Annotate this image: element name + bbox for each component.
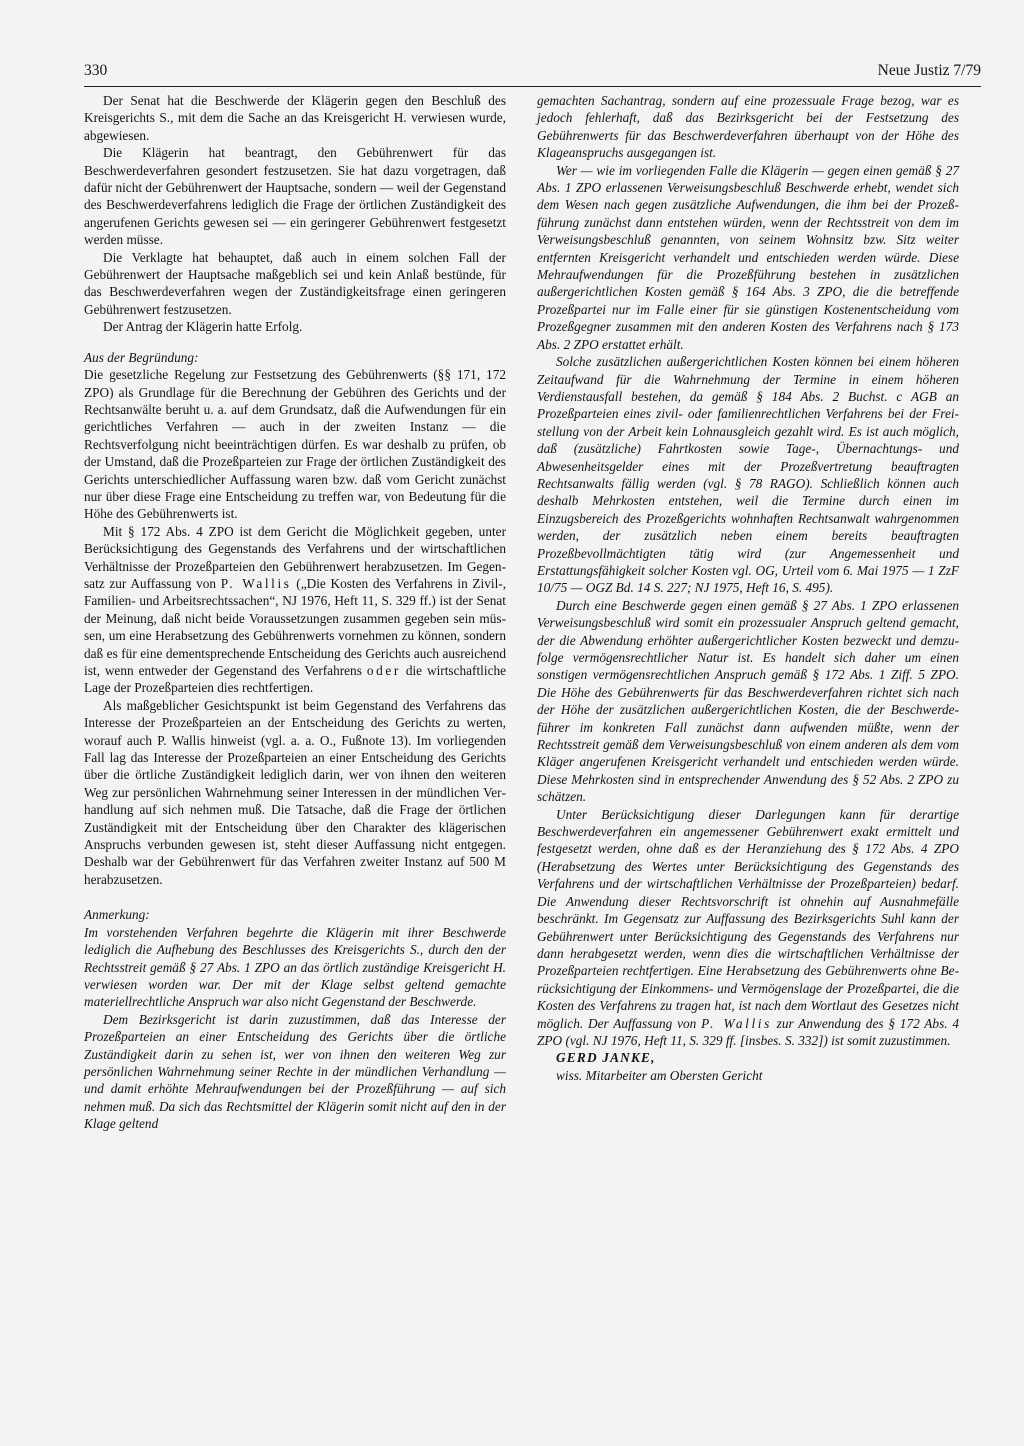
paragraph: Die Klägerin hat beantragt, den Gebührenwert für das Beschwerdeverfahren gesondert festzusetzen. Sie hat dazu vorgetragen, daß dafür nicht der Gebührenwert der Hauptsache, sondern — weil der Gegenstand des Beschwerdeverfahrens lediglich die Frage der örtlichen Zuständigkeit des angerufenen Gerichts gewesen sei — ein geringerer Gebührenwert festgesetzt werden müsse.: [84, 145, 506, 248]
note-paragraph: Durch eine Beschwerde gegen einen gemäß § 27 Abs. 1 ZPO erlassenen Verweisungsbeschluß wird somit ein prozessualer Anspruch geltend gemacht, der die Abwendung erhöhter außergerichtlicher Kosten bezweckt und demzufolge vermögensrechtlicher Natur ist. Es handelt sich daher um einen sonstigen vermögensrechtlichen Anspruch gemäß § 172 Abs. 1 Ziff. 5 ZPO. Die Höhe des Gebührenwerts für das Beschwerdeverfahren richtet sich nach der Höhe der zusätzlichen außergerichtlichen Kosten, die der Beschwerdeführer im konkreten Fall zunächst dann aufwenden müßte, wenn der Rechtsstreit gemäß dem Verweisungsbeschluß von einem anderen als dem vom Kläger angerufenen Kreisgericht verhandelt und entschieden werden würde. Diese Mehrkosten sind in entsprechender Anwendung des § 52 Abs. 2 ZPO zu schätzen.: [537, 597, 959, 805]
emphasis: oder: [366, 663, 401, 678]
text: („Die Kosten des Verfahrens in Zivil-, Familien- und Arbeitsrechtssachen“, NJ 1976, Heft 11, S. 329 ff.) ist der Senat der Meinung, daß nicht beide Voraussetzungen zusammen gegeben sein müssen, um eine Herabsetzung des Gebührenwerts vornehmen zu können, sondern daß es für eine dementsprechende Entscheidung des Gerichts auch ausreichend ist, wenn entweder der Gegenstand des Verfahrens: [84, 575, 507, 678]
section-heading-reasons: Aus der Begründung:: [84, 349, 199, 365]
journal-title: Neue Justiz 7/79: [877, 62, 981, 79]
paragraph: Der Antrag der Klägerin hatte Erfolg.: [103, 319, 303, 335]
author-name: P. Wallis: [220, 575, 292, 591]
note-paragraph: Wer — wie im vorliegenden Falle die Klägerin — gegen einen gemäß § 27 Abs. 1 ZPO erlassenen Verweisungsbeschluß Beschwerde erhebt, wendet sich dem Wesen nach gegen zusätzliche Aufwendungen, die ihm bei der Prozeßführung zunächst dann entstehen würden, wenn der Rechtsstreit von dem im Verweisungsbeschluß genannten, von seinem Wohnsitz bzw. Sitz weiter entfernten Kreisgericht verhandelt und entschieden werden würde. Diese Mehraufwendungen für die Prozeßführung bestehen in zusätzlichen außergerichtlichen Kosten gemäß § 164 Abs. 3 ZPO, die die betreffende Prozeßpartei nur im Falle einer für sie günstigen Kostenentscheidung vom Prozeßgegner zusammen mit den anderen Kosten des Verfahrens nach § 173 Abs. 2 ZPO erstattet erhält.: [537, 162, 959, 352]
author-signature-role: wiss. Mitarbeiter am Obersten Gericht: [556, 1067, 763, 1083]
section-heading-note: Anmerkung:: [84, 907, 150, 923]
author-signature-name: GERD JANKE,: [556, 1050, 656, 1066]
right-column: [537, 92, 959, 1084]
note-paragraph: Dem Bezirksgericht ist darin zuzustimmen, daß das Interesse der Prozeßparteien an einer Entscheidung des Gerichts über die örtliche Zuständigkeit darin zu sehen ist, wer von ihnen den weiteren Weg zur persönlichen Wahrnehmung seiner Rechte in der mündlichen Verhandlung — und damit erhöhte Mehraufwendungen bei der Prozeßführung — auf sich nehmen muß. Da sich das Rechtsmittel der Klägerin somit nicht auf den in der Klage geltend: [84, 1011, 506, 1132]
note-paragraph: Solche zusätzlichen außergerichtlichen Kosten können bei einem höheren Zeitaufwand für die Wahrnehmung der Termine in einem höheren Verdienstausfall bestehen, da gemäß § 184 Abs. 2 Buchst. c AGB an Prozeßparteien eines zivil- oder familienrechtlichen Verfahrens bei der Freistellung von der Arbeit kein Lohnausgleich gezahlt wird. Es ist auch möglich, daß (zusätzliche) Fahrtkosten sowie Tage-, Übernachtungs- und Abwesenheitsgelder eines mit der Prozeßvertretung beauftragten Rechtsanwalts fällig werden (vgl. § 78 RAGO). Schließlich können auch deshalb Mehrkosten entstehen, weil die Termine durch einen im Einzugsbereich des Prozeßgerichts wohnhaften Rechtsanwalt wahrgenommen werden, der zusätzlich neben einem bereits beauftragten Prozeßbevollmächtigten tätig wird (zur Angemessenheit und Erstattungsfähigkeit solcher Kosten vgl. OG, Urteil vom 6. Mai 1975 — 1 ZzF 10/75 — OGZ Bd. 14 S. 227; NJ 1975, Heft 16, S. 495).: [537, 354, 959, 596]
paragraph: Der Senat hat die Beschwerde der Klägerin gegen den Beschluß des Kreisgerichts S., mit dem die Sache an das Kreisgericht H. verwiesen wurde, abgewiesen.: [84, 93, 506, 143]
page-header: [84, 62, 981, 87]
note-paragraph: Im vorstehenden Verfahren begehrte die Klägerin mit ihrer Beschwerde lediglich die Aufhebung des Beschlusses des Kreisgerichts S., durch den der Rechtsstreit gemäß § 27 Abs. 1 ZPO an das örtlich zuständige Kreisgericht H. verwiesen worden war. Der mit der Klage selbst geltend gemachte materiellrechtliche Anspruch war also nicht Gegenstand der Beschwerde.: [84, 924, 506, 1010]
left-column: [84, 92, 506, 1133]
page-number: 330: [84, 62, 108, 79]
paragraph: Als maßgeblicher Gesichtspunkt ist beim Gegenstand des Verfahrens das Interesse der Prozeßparteien an der Entscheidung des Gerichts zu werten, worauf auch P. Wallis hinweist (vgl. a. a. O., Fußnote 13). Im vorliegenden Fall lag das Interesse der Prozeßparteien an einer Entscheidung des Gerichts über die örtliche Zuständigkeit lediglich darin, wer von ihnen den weiteren Weg zur persönlichen Wahrnehmung seiner Interessen in der mündlichen Verhandlung auf sich nehmen muß. Die Tatsache, daß die Frage der örtlichen Zuständigkeit mit der Entscheidung über den Charakter des klägerischen Anspruchs verbunden gewesen ist, steht dieser Auffassung nicht entgegen. Deshalb war der Gebührenwert für das Verfahren zweiter Instanz auf 500 M herabzusetzen.: [84, 697, 506, 887]
text: zur Anwendung des § 172 Abs. 4 ZPO (vgl. NJ 1976, Heft 11, S. 329 ff. [insbes. S. 332]) ist somit zuzustimmen.: [537, 1015, 960, 1048]
signature: [537, 1049, 959, 1084]
paragraph: Die gesetzliche Regelung zur Festsetzung des Gebührenwerts (§§ 171, 172 ZPO) als Grundlage für die Berechnung der Gebühren des Gerichts und der Rechtsanwälte beruht u. a. auf dem Grundsatz, daß die Aufwendungen für ein gerichtliches Verfahren — auch in der zweiten Instanz — die Rechtsverfolgung nicht beeinträchtigen dürfen. Es war deshalb zu prüfen, ob der Umstand, daß die Prozeßparteien zur Frage der örtlichen Zuständigkeit des Gerichts unterschiedlicher Auffassung waren bzw. daß vom Gericht zunächst nur über diese Frage eine Entscheidung zu treffen war, von Bedeutung für die Höhe des Gebührenwerts ist.: [84, 367, 506, 522]
paragraph: Die Verklagte hat behauptet, daß auch in einem solchen Fall der Gebührenwert der Hauptsache maßgeblich sei und kein Anlaß bestünde, für das Beschwerdeverfahren wegen der Zuständigkeitsfrage einen geringeren Gebührenwert festzusetzen.: [84, 249, 506, 317]
note-paragraph: gemachten Sachantrag, sondern auf eine prozessuale Frage bezog, war es jedoch fehlerhaft, daß das Bezirksgericht bei der Festsetzung des Gebührenwerts für das Beschwerdeverfahren überhaupt von der Höhe des Klageanspruchs ausgegangen ist.: [537, 93, 959, 161]
author-name: P. Wallis: [701, 1015, 772, 1031]
text: Mit § 172 Abs. 4 ZPO ist dem Gericht die Möglichkeit gegeben, unter Berücksichtigung des Gegenstands des Verfahrens und der wirtschaftlichen Verhältnisse der Prozeßparteien den Gebührenwert herabzusetzen. Im Gegensatz zur Auffassung von: [84, 523, 506, 591]
paragraph: [84, 523, 506, 697]
text: Unter Berücksichtigung dieser Darlegungen kann für derartige Beschwerdeverfahren ein angemessener Gebührenwert exakt ermittelt und festgesetzt werden, ohne daß es der Heranziehung des § 172 Abs. 4 ZPO (Herabsetzung des Wertes unter Berücksichtigung des Gegenstands des Verfahrens und der wirtschaftlichen Verhältnisse der Prozeßparteien) bedarf. Die Anwendung dieser Rechtsvorschrift ist ohnehin auf Ausnahmefälle beschränkt. Im Gegensatz zur Auffassung des Bezirksgerichts Suhl kann der Gebührenwert unter Berücksichtigung des Gegenstands des Verfahrens nur dann herabgesetzt werden, wenn dies die wirtschaftlichen Verhältnisse der Prozeßparteien rechtfertigen. Eine Herabsetzung des Gebührenwerts ohne Berücksichtigung der Einkommens- und Vermögenslage der Prozeßpartei, die die Kosten des Verfahrens zu tragen hat, ist nach dem Wortlaut des Gesetzes nicht möglich. Der Auffassung von: [537, 806, 959, 1031]
note-paragraph: [537, 806, 959, 1050]
text: die wirtschaftliche Lage der Prozeßparteien dies rechtfertigen.: [84, 663, 507, 696]
